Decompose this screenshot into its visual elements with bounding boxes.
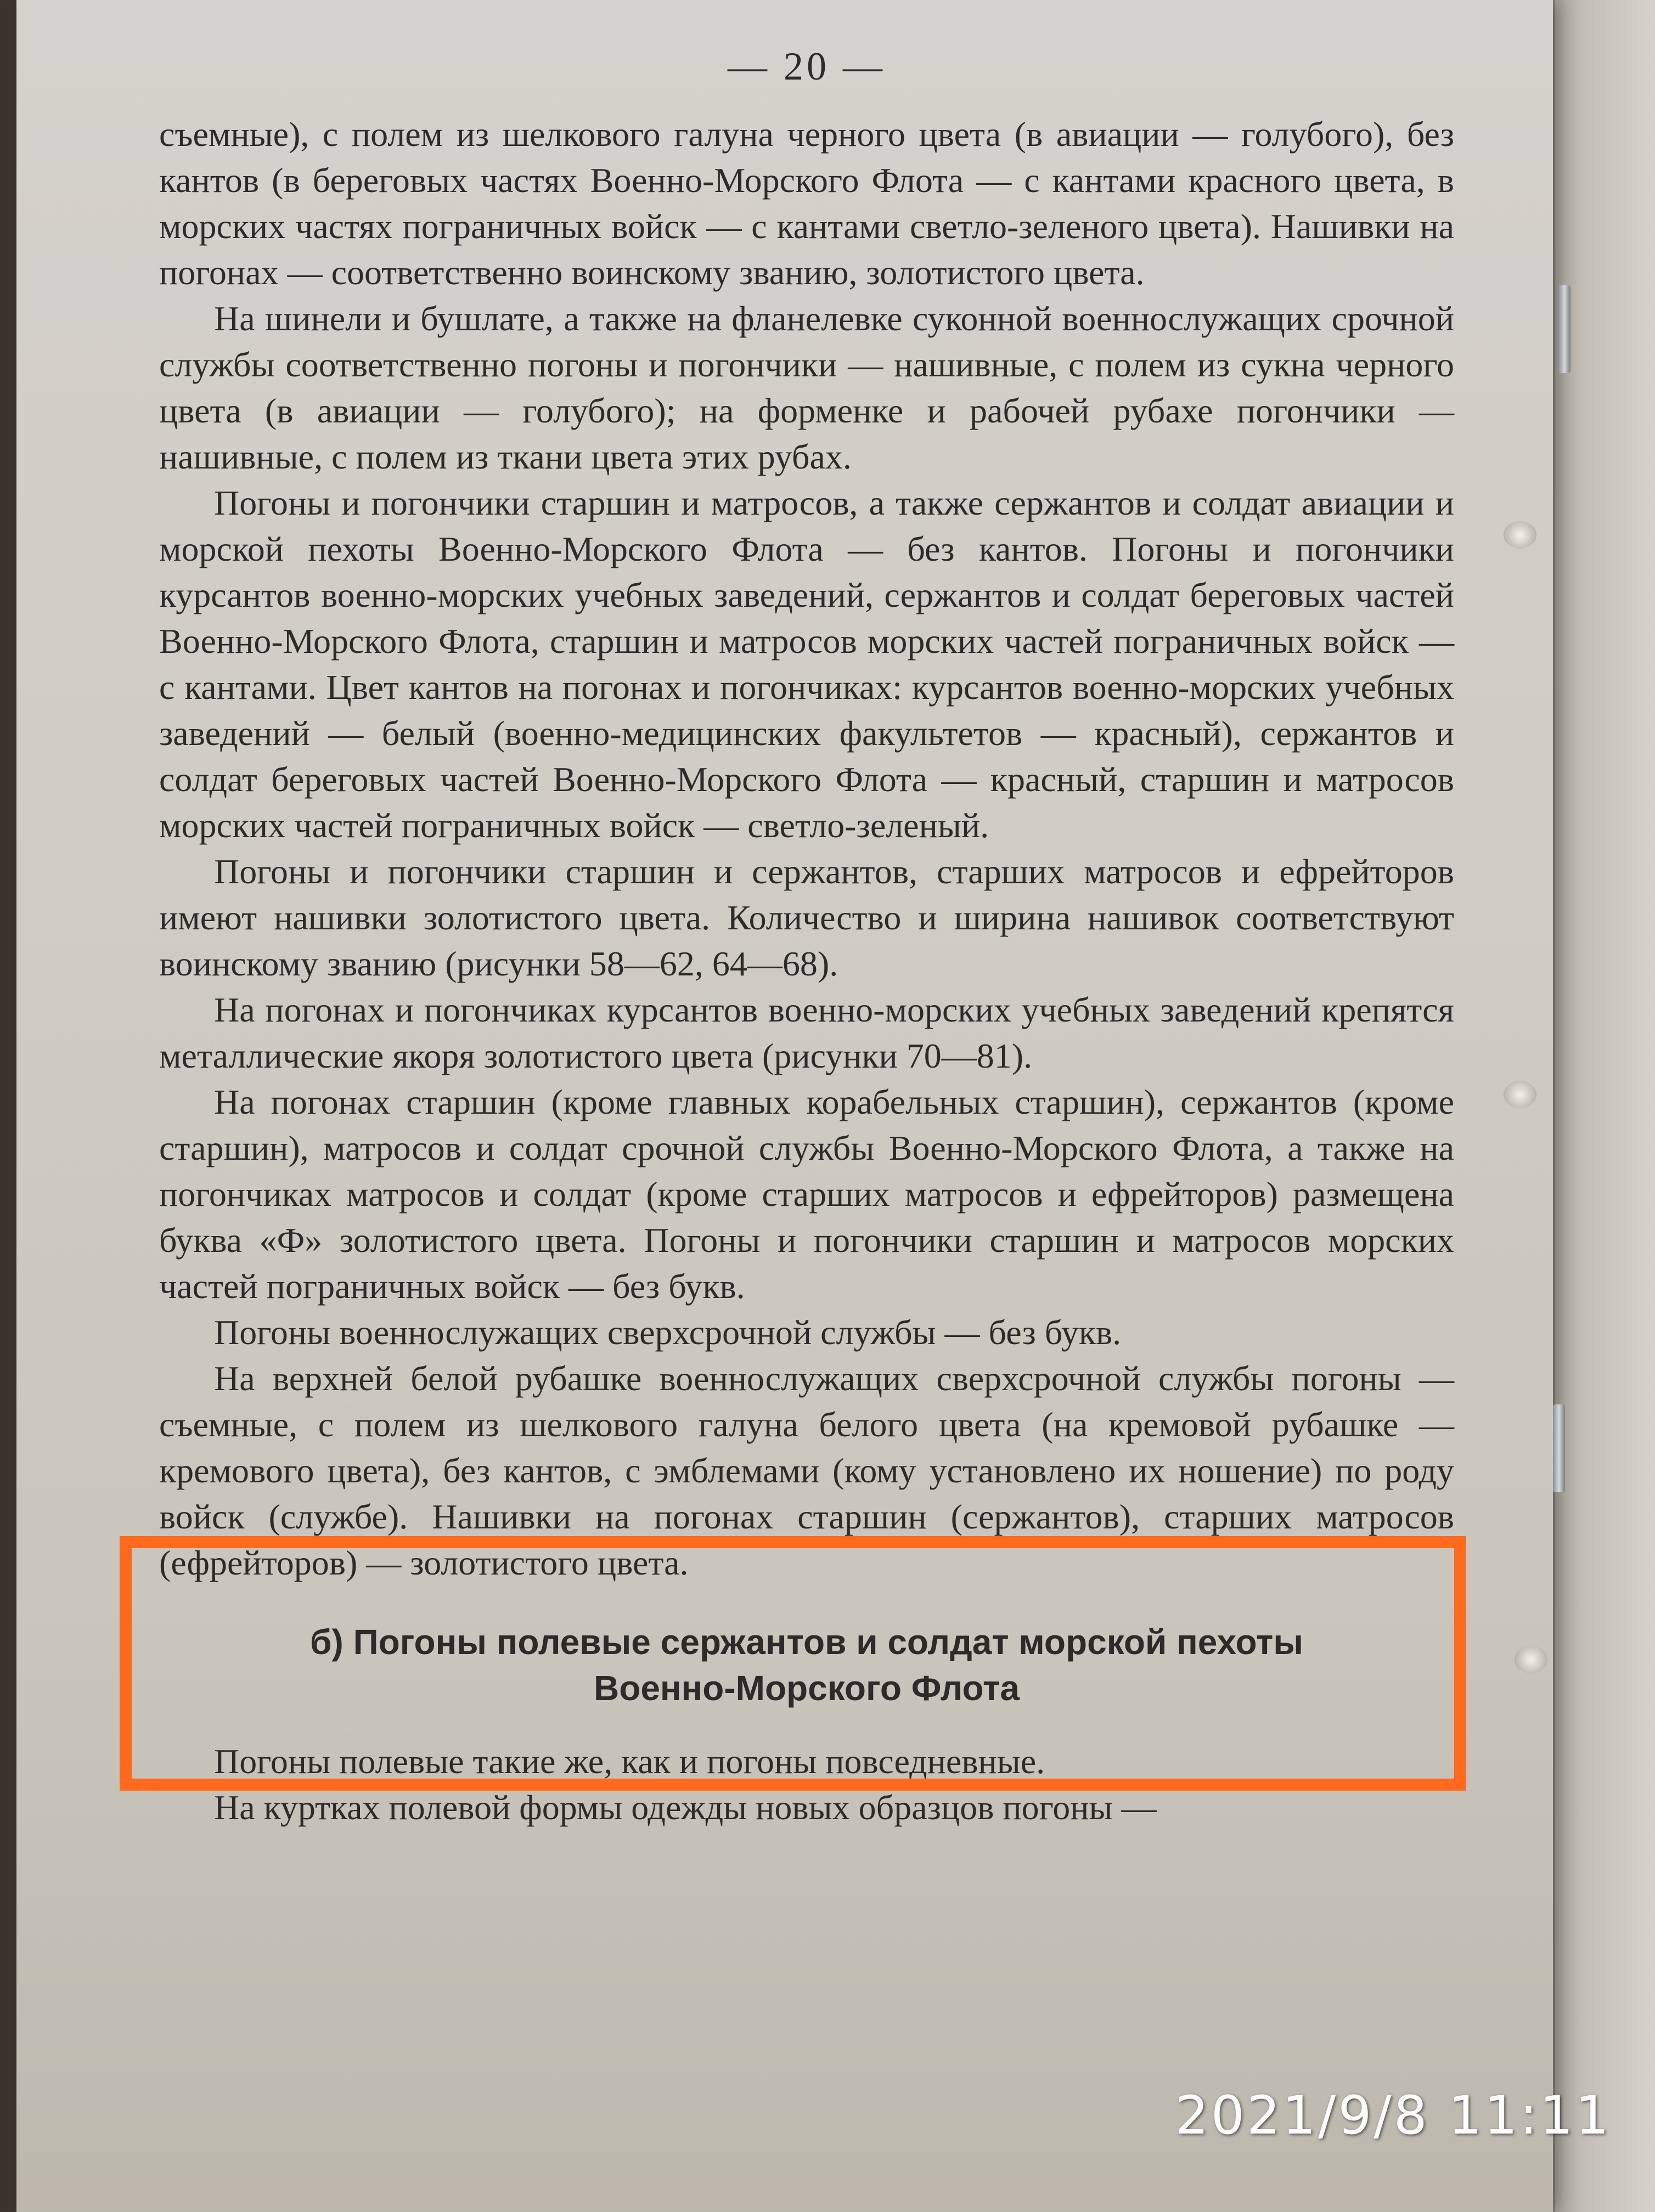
- paragraph-1: съемные), с полем из шелкового галуна черного цвета (в авиации — голубого), без кантов (в береговых частях Военно-Морского Флота — с кантами красного цвета, в морских частях пограничных войск — с кантами светло-зеленого цвета). Нашивки на погонах — соответственно воинскому званию, золотистого цвета.: [159, 115, 1454, 292]
- section-heading-line-1: б) Погоны полевые сержантов и солдат морской пехоты: [309, 1622, 1304, 1662]
- punch-hole: [1504, 1081, 1536, 1108]
- staple: [1558, 285, 1570, 373]
- paragraph-10: На куртках полевой формы одежды новых образцов погоны —: [214, 1788, 1157, 1827]
- document-page: [16, 0, 1553, 2212]
- punch-hole: [1504, 521, 1536, 549]
- staple: [1553, 1404, 1565, 1492]
- paragraph-6: На погонах старшин (кроме главных корабельных старшин), сержантов (кроме старшин), матросов и солдат срочной службы Военно-Морского Флота, а также на погончиках матросов и солдат (кроме старших матросов и ефрейторов) размещена буква «Ф» золотистого цвета. Погоны и погончики старшин и матросов морских частей пограничных войск — без букв.: [159, 1082, 1454, 1306]
- paragraph-7: Погоны военнослужащих сверхсрочной службы — без букв.: [214, 1313, 1122, 1352]
- paragraph-3: Погоны и погончики старшин и матросов, а также сержантов и солдат авиации и морской пехоты Военно-Морского Флота — без кантов. Погоны и погончики курсантов военно-морских учебных заведений, сержантов и солдат береговых частей Военно-Морского Флота, старшин и матросов морских частей пограничных войск — с кантами. Цвет кантов на погонах и погончиках: курсантов военно-морских учебных заведений — белый (военно-медицинских факультетов — красный), сержантов и солдат береговых частей Военно-Морского Флота — красный, старшин и матросов морских частей пограничных войск — светло-зеленый.: [159, 483, 1454, 845]
- paragraph-5: На погонах и погончиках курсантов военно-морских учебных заведений крепятся металлические якоря золотистого цвета (рисунки 70—81).: [159, 990, 1454, 1075]
- photo-timestamp: 2021/9/8 11:11: [1175, 2085, 1611, 2146]
- paragraph-9: Погоны полевые такие же, как и погоны повседневные.: [214, 1742, 1045, 1781]
- paragraph-8: На верхней белой рубашке военнослужащих сверхсрочной службы погоны — съемные, с полем из шелкового галуна белого цвета (на кремовой рубашке — кремового цвета), без кантов, с эмблемами (кому установлено их ношение) по роду войск (службе). Нашивки на погонах старшин (сержантов), старших матросов (ефрейторов) — золотистого цвета.: [159, 1359, 1454, 1582]
- page-number: — 20 —: [728, 44, 886, 88]
- paragraph-4: Погоны и погончики старшин и сержантов, старших матросов и ефрейторов имеют нашивки золотистого цвета. Количество и ширина нашивок соответствуют воинскому званию (рисунки 58—62, 64—68).: [159, 852, 1454, 983]
- punch-hole: [1515, 1646, 1547, 1673]
- paragraph-2: На шинели и бушлате, а также на фланелевке суконной военнослужащих срочной службы соответственно погоны и погончики — нашивные, с полем из сукна черного цвета (в авиации — голубого); на форменке и рабочей рубахе погончики — нашивные, с полем из ткани цвета этих рубах.: [159, 299, 1454, 476]
- section-heading: [159, 1619, 1454, 1711]
- section-heading-line-2: Военно-Морского Флота: [594, 1668, 1020, 1708]
- page-text: [159, 44, 1454, 1831]
